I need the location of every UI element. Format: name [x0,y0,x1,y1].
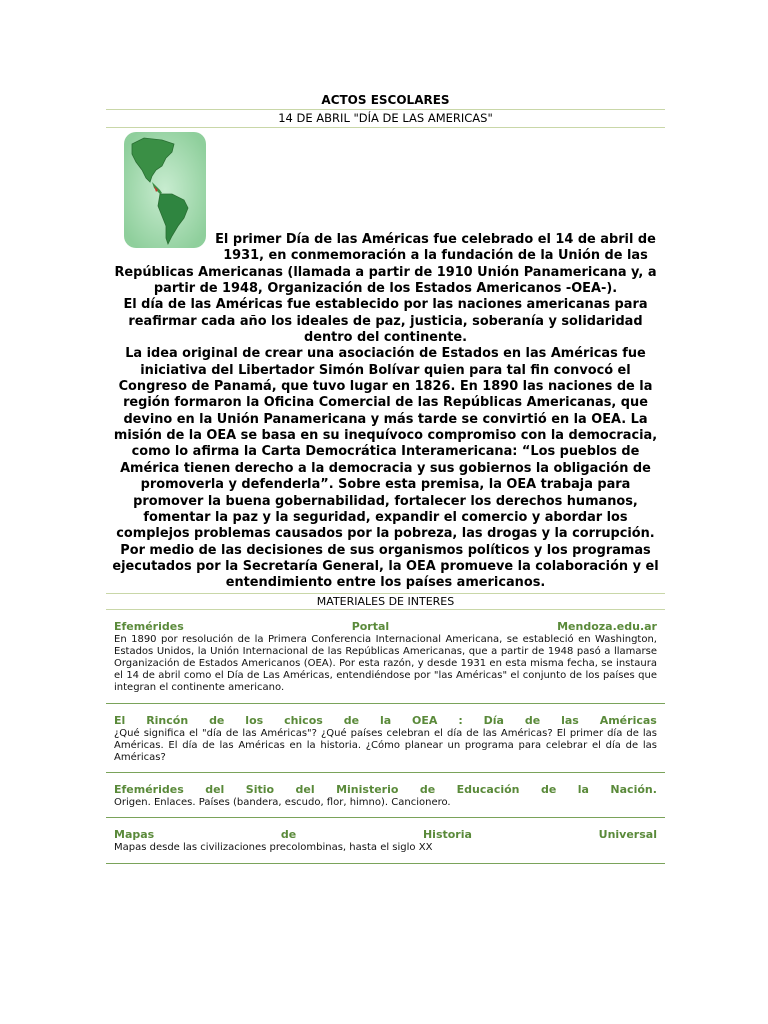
material-link-word[interactable]: de [280,828,297,842]
material-link-word[interactable]: del [295,783,315,797]
material-item [106,818,665,863]
material-link-word[interactable]: de [343,713,360,727]
material-item [106,704,665,774]
material-link-word[interactable]: los [245,713,264,727]
material-link-word[interactable]: Ministerio [336,783,399,797]
material-link[interactable] [114,620,657,634]
material-link-word[interactable]: la [577,783,589,797]
material-link-word[interactable]: Efemérides [114,619,184,633]
material-description: ¿Qué significa el "día de las Américas"? ¿Qué países celebran el día de las Américas? El primer día de las Américas. El día de las Américas en la historia. ¿Cómo planear un programa para celebrar el día de las Américas? [114,727,657,763]
page-title: ACTOS ESCOLARES [321,93,450,107]
material-link-word[interactable]: Mapas [114,828,155,842]
material-link-word[interactable]: Día [483,713,504,727]
material-link-word[interactable]: El [114,713,126,727]
material-link-word[interactable]: Nación. [610,783,657,797]
material-description: Mapas desde las civilizaciones precolombinas, hasta el siglo XX [114,842,433,854]
article-paragraph-1: El primer Día de las Américas fue celebrado el 14 de abril de 1931, en conmemoración a la fundación de la Unión de las Repúblicas Americanas (llamada a partir de 1910 Unión Panamericana y, a partir de 1948, Organización de los Estados Americanos -OEA-). [114,232,657,297]
material-link-word[interactable]: OEA [412,713,438,727]
article [106,130,665,592]
materials-header: MATERIALES DE INTERES [106,593,665,610]
material-link-word[interactable]: de [524,713,541,727]
material-link-word[interactable]: Educación [456,783,520,797]
material-link-word[interactable]: Universal [598,828,657,842]
material-link-word[interactable]: Mendoza.edu.ar [557,619,657,633]
material-item [106,773,665,818]
material-link-word[interactable]: de [209,713,225,727]
material-link-word[interactable]: de [419,783,436,797]
article-paragraph-3: La idea original de crear una asociación de Estados en las Américas fue iniciativa del Libertador Simón Bolívar quien para tal fin convocó el Congreso de Panamá, que tuvo lugar en 1826. En 1890 las naciones de la región formaron la Oficina Comercial de las Repúblicas Americanas, que devino en la Unión Panamericana y más tarde se convirtió en la OEA. La misión de la OEA se basa en su inequívoco compromiso con la democracia, como lo afirma la Carta Democrática Interamericana: “Los pueblos de América tienen derecho a la democracia y sus gobiernos la obligación de promoverla y defenderla”. Sobre esta premisa, la OEA trabaja para promover la buena gobernabilidad, fortalecer los derechos humanos, fomentar la paz y la seguridad, expandir el comercio y abordar los complejos problemas causados por la pobreza, las drogas y la corrupción. Por medio de las decisiones de sus organismos políticos y los programas ejecutados por la Secretaría General, la OEA promueve la colaboración y el entendimiento entre los países americanos. [112,346,659,591]
material-link-word[interactable]: chicos [284,713,323,727]
material-link-word[interactable]: Efemérides [114,783,184,797]
material-link[interactable] [114,783,657,797]
material-link-word[interactable]: Portal [351,619,390,633]
material-link-word[interactable]: Rincón [146,713,189,727]
material-link-word[interactable]: Américas [599,713,657,727]
material-link-word[interactable]: Historia [422,828,472,842]
material-description: En 1890 por resolución de la Primera Conferencia Internacional Americana, se estableció en Washington, Estados Unidos, la Unión Internacional de las Repúblicas Americanas, que a partir de 1948 pasó a llamarse Organización de Estados Americanos (OEA). Por esta razón, y desde 1931 en esta misma fecha, se instaura el 14 de abril como el Día de Las Américas, entendiéndose por "las Américas" el conjunto de los países que integran el continente americano. [114,633,657,694]
material-link-word[interactable]: de [540,783,557,797]
material-link-word[interactable]: las [561,713,579,727]
material-link-word[interactable]: : [458,713,463,727]
material-link-word[interactable]: la [379,713,392,727]
page-subtitle: 14 DE ABRIL "DÍA DE LAS AMERICAS" [106,109,665,128]
materials-list [106,610,665,864]
material-description: Origen. Enlaces. Países (bandera, escudo, flor, himno). Cancionero. [114,797,451,809]
page-content [106,92,665,864]
article-paragraph-2: El día de las Américas fue establecido por las naciones americanas para reafirmar cada año los ideales de paz, justicia, soberanía y solidaridad dentro del continente. [123,297,648,346]
material-link-word[interactable]: del [205,783,225,797]
material-link[interactable] [114,714,657,728]
material-item [106,610,665,704]
material-link-word[interactable]: Sitio [245,783,275,797]
americas-map-icon [122,130,208,250]
material-link[interactable] [114,828,657,842]
